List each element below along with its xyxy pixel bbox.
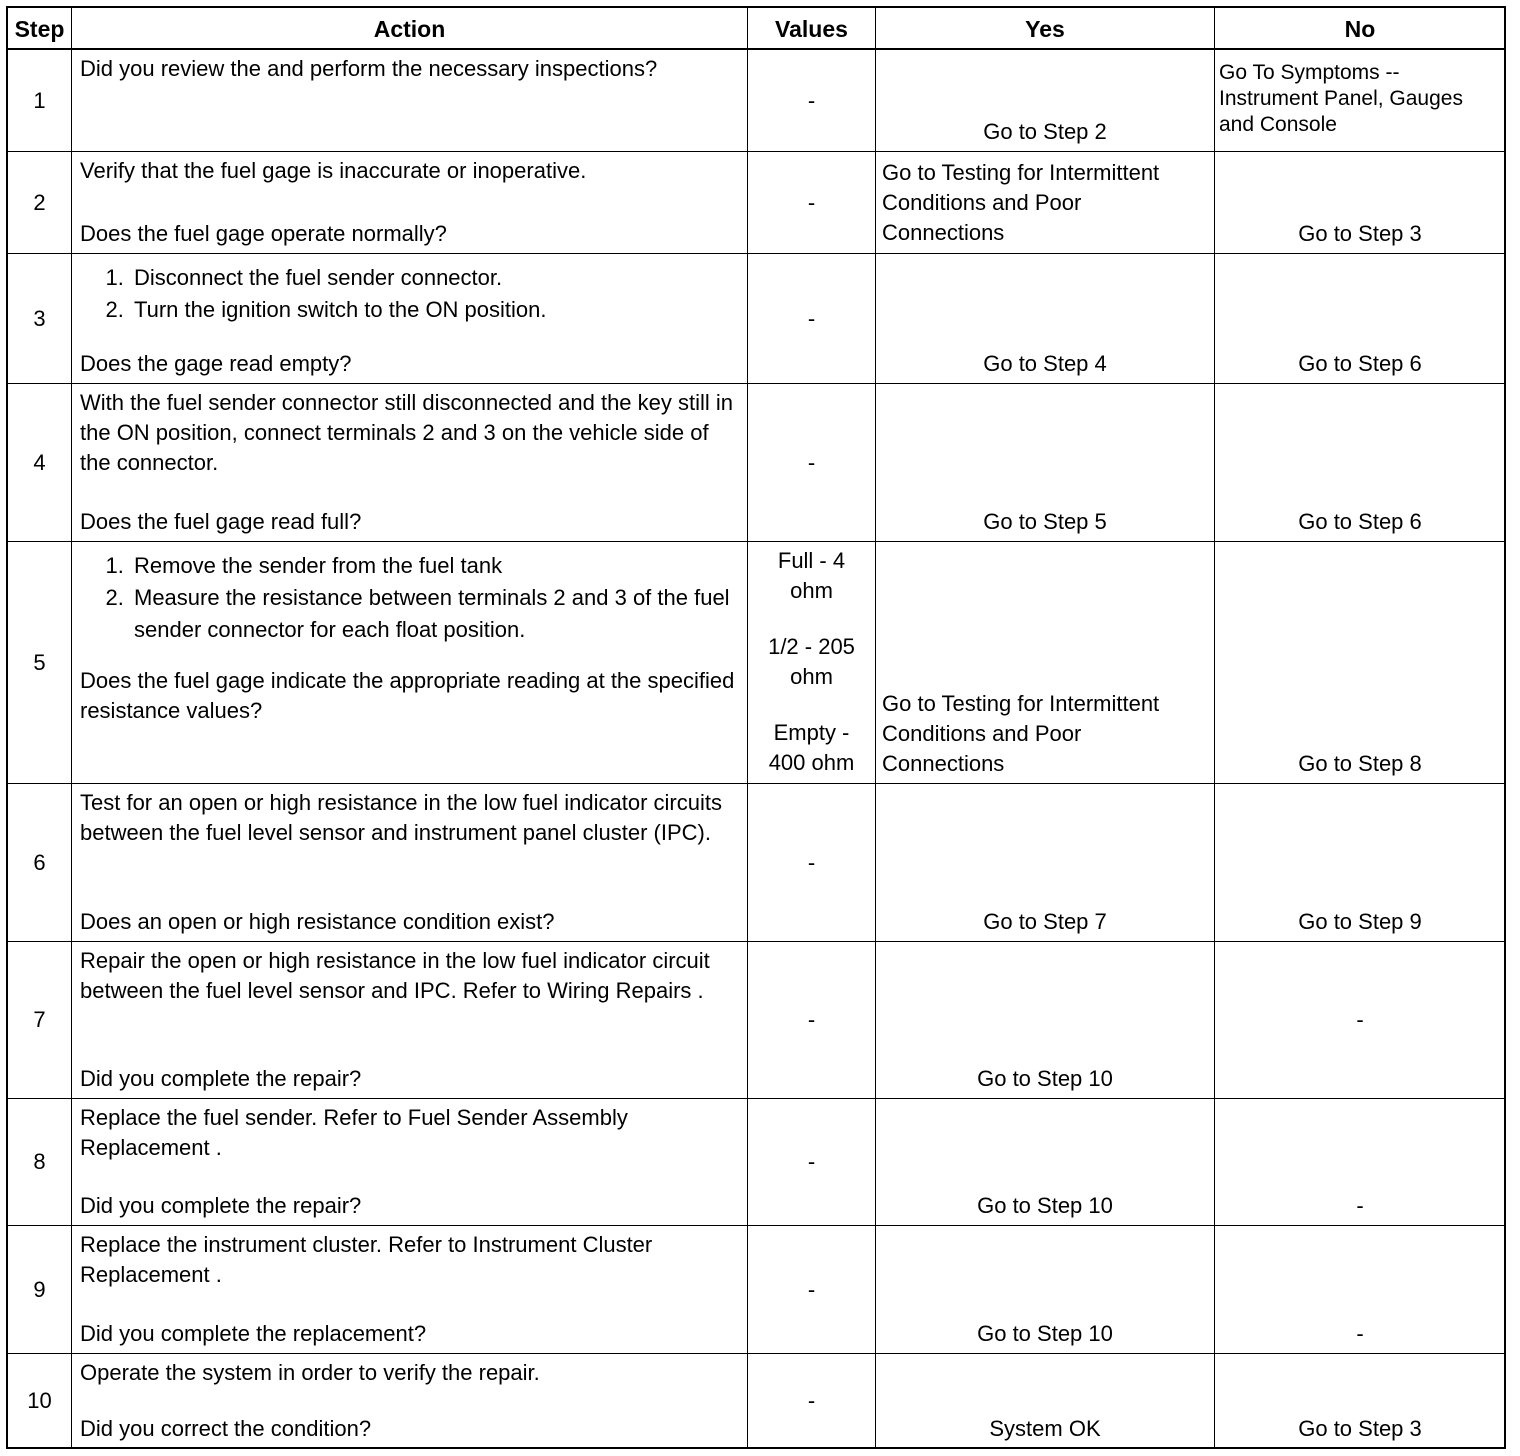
step-number: 6 — [33, 849, 46, 875]
diagnostic-table — [6, 6, 1506, 1449]
action-question: Does an open or high resistance condition exist? — [80, 909, 555, 934]
yes-cell: Go to Step 7 — [983, 909, 1107, 934]
no-cell: - — [1356, 1321, 1364, 1346]
value-spec: Full - 4 ohm — [777, 548, 846, 603]
action-text: Replace the fuel sender. Refer to Fuel Sender Assembly Replacement . — [80, 1105, 628, 1160]
step-number: 3 — [33, 305, 46, 331]
step-number: 8 — [33, 1149, 46, 1174]
yes-cell: Go to Step 4 — [983, 351, 1107, 376]
values-cell: - — [807, 87, 816, 113]
step-number: 2 — [33, 189, 46, 215]
values-cell: - — [807, 305, 816, 331]
values-cell: - — [807, 1276, 816, 1302]
step-number: 9 — [33, 1276, 46, 1302]
action-question: Does the fuel gage indicate the appropriate reading at the specified resistance values? — [80, 668, 735, 723]
header-no: No — [1344, 15, 1376, 42]
action-steps-list — [80, 262, 739, 326]
action-text: Test for an open or high resistance in the low fuel indicator circuits between the fuel level sensor and instrument panel cluster (IPC). — [80, 790, 722, 845]
no-cell: - — [1356, 1193, 1364, 1218]
step-number: 5 — [33, 649, 46, 675]
values-cell: - — [807, 449, 816, 475]
yes-cell: Go to Step 10 — [977, 1193, 1113, 1218]
header-yes: Yes — [1025, 15, 1065, 42]
action-question: Does the gage read empty? — [80, 351, 352, 376]
no-cell: Go to Step 3 — [1298, 1416, 1422, 1441]
action-question: Did you complete the repair? — [80, 1066, 362, 1091]
action-question: Did you correct the condition? — [80, 1416, 372, 1441]
action-text: With the fuel sender connector still disconnected and the key still in the ON position, connect terminals 2 and 3 on the vehicle side of the connector. — [80, 390, 734, 475]
action-question: Did you complete the replacement? — [80, 1321, 427, 1346]
values-cell: - — [807, 1388, 816, 1413]
step-number: 1 — [33, 87, 46, 113]
no-cell: Go to Step 8 — [1298, 751, 1422, 776]
yes-cell: Go to Step 10 — [977, 1321, 1113, 1346]
action-step-item: 1. Remove the sender from the fuel tank — [130, 550, 739, 582]
values-cell — [748, 542, 875, 783]
action-cell — [72, 152, 747, 253]
values-cell: - — [807, 1149, 816, 1174]
header-values: Values — [775, 15, 848, 42]
action-cell — [72, 384, 747, 541]
action-text: Repair the open or high resistance in the low fuel indicator circuit between the fuel level sensor and IPC. Refer to Wiring Repairs . — [80, 948, 710, 1003]
action-cell — [72, 784, 747, 941]
action-step-item: 2. Measure the resistance between terminals 2 and 3 of the fuel sender connector for each float position. — [130, 582, 739, 646]
no-cell: Go to Step 3 — [1298, 221, 1422, 246]
yes-cell: Go to Step 10 — [977, 1066, 1113, 1091]
action-text: Replace the instrument cluster. Refer to Instrument Cluster Replacement . — [80, 1232, 653, 1287]
action-question: Does the fuel gage read full? — [80, 509, 362, 534]
yes-cell: Go to Testing for Intermittent Conditions and Poor Connections — [882, 691, 1160, 776]
header-step: Step — [14, 15, 65, 42]
action-cell — [72, 1226, 747, 1353]
header-action: Action — [373, 15, 446, 42]
action-cell — [72, 542, 747, 783]
value-spec: Empty - 400 ohm — [768, 720, 855, 775]
no-cell: Go to Step 6 — [1298, 351, 1422, 376]
action-text: Did you review the and perform the necessary inspections? — [80, 56, 658, 81]
no-cell: Go to Step 9 — [1298, 909, 1422, 934]
step-number: 10 — [27, 1388, 52, 1413]
yes-cell: Go to Testing for Intermittent Conditions and Poor Connections — [882, 160, 1160, 245]
action-question: Did you complete the repair? — [80, 1193, 362, 1218]
step-number: 7 — [33, 1007, 46, 1032]
yes-cell: Go to Step 5 — [983, 509, 1107, 534]
values-cell: - — [807, 189, 816, 215]
action-text: Verify that the fuel gage is inaccurate or inoperative. — [80, 158, 587, 183]
step-number: 4 — [33, 449, 46, 475]
action-step-item: 1. Disconnect the fuel sender connector. — [130, 262, 739, 294]
values-cell: - — [807, 849, 816, 875]
action-steps-list — [80, 550, 739, 646]
values-cell: - — [807, 1007, 816, 1032]
yes-cell: System OK — [989, 1416, 1101, 1441]
no-cell: Go to Step 6 — [1298, 509, 1422, 534]
action-text: Operate the system in order to verify the repair. — [80, 1360, 540, 1385]
action-cell — [72, 942, 747, 1098]
action-step-item: 2. Turn the ignition switch to the ON position. — [130, 294, 739, 326]
yes-cell: Go to Step 2 — [983, 119, 1107, 144]
action-cell — [72, 1099, 747, 1225]
action-cell — [72, 1354, 747, 1448]
action-cell — [72, 254, 747, 383]
no-cell: - — [1356, 1007, 1364, 1032]
value-spec: 1/2 - 205 ohm — [768, 634, 855, 689]
no-cell: Go To Symptoms -- Instrument Panel, Gauges and Console — [1219, 61, 1463, 136]
action-cell — [72, 50, 747, 151]
action-question: Does the fuel gage operate normally? — [80, 221, 447, 246]
